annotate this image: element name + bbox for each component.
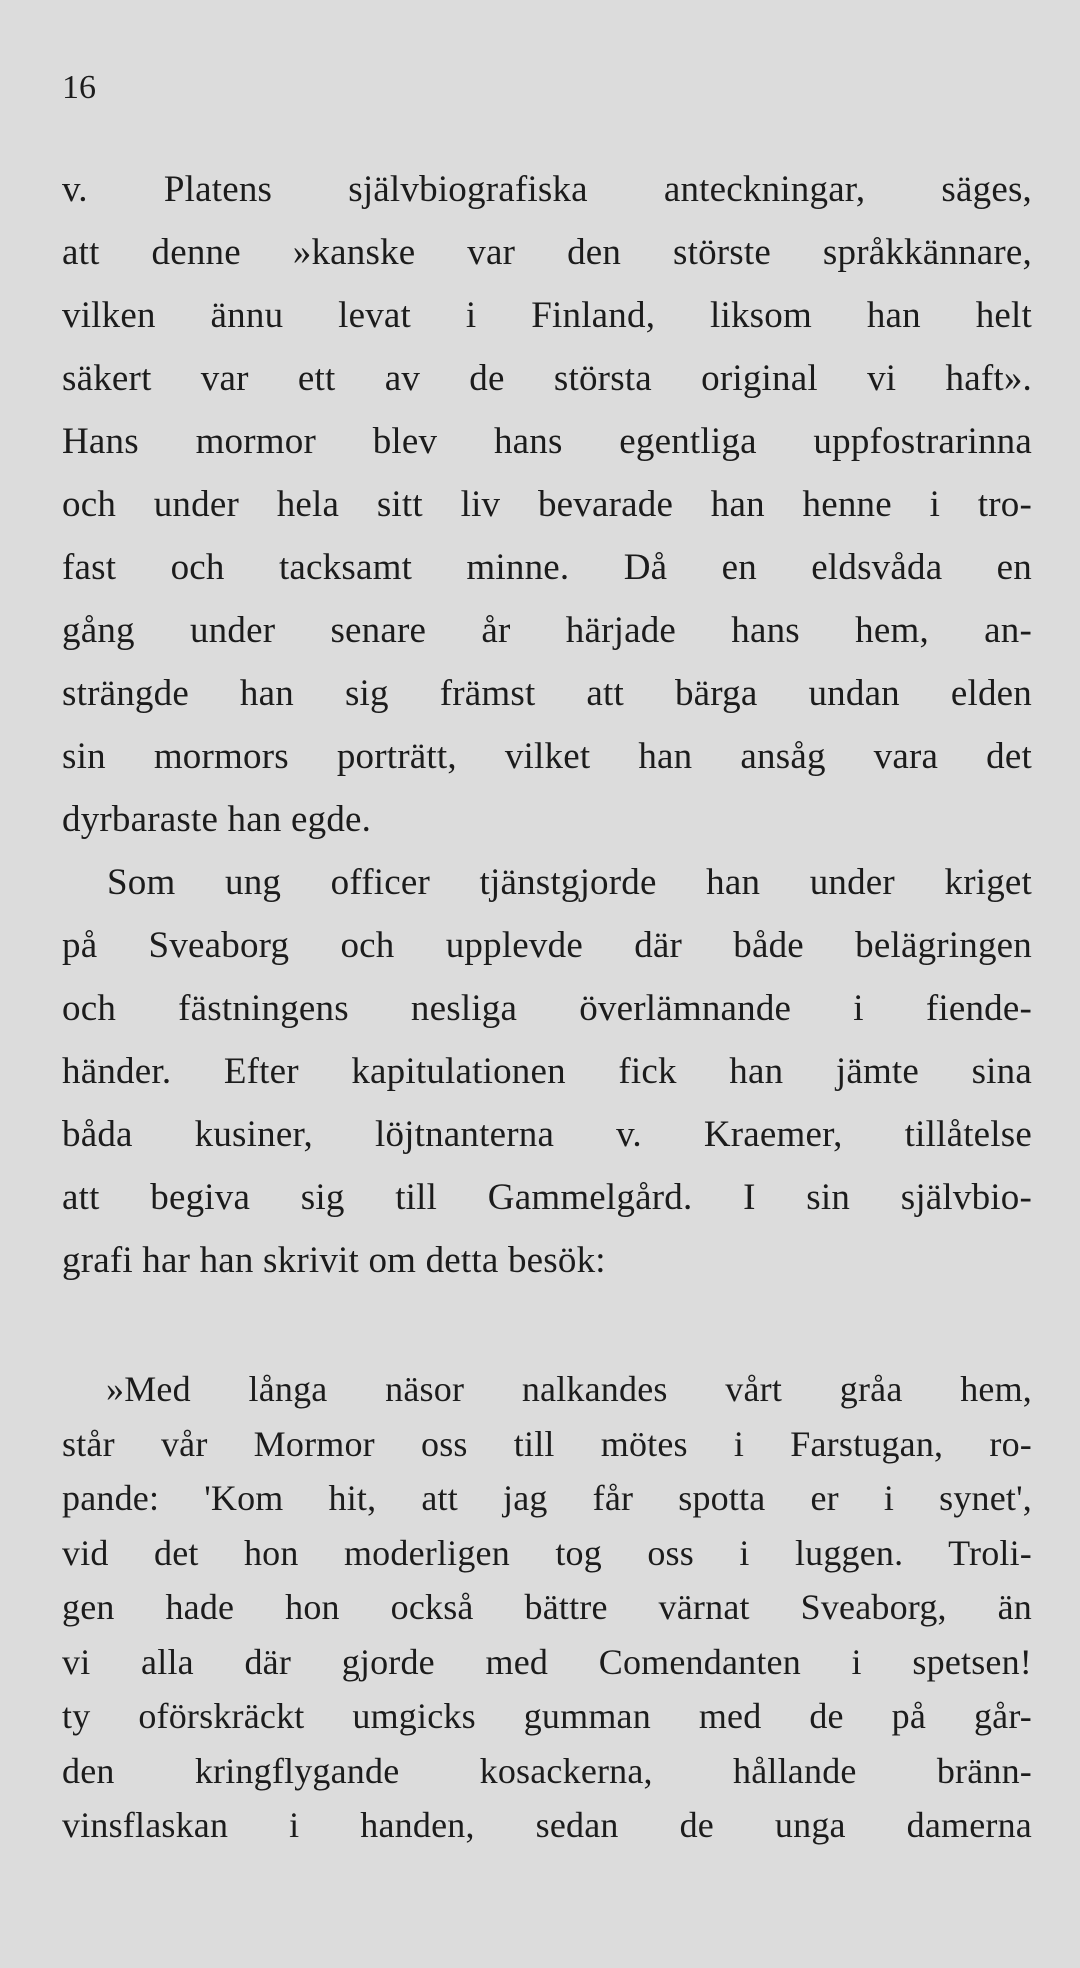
quote-line: står vår Mormor oss till mötes i Farstugan, ro- xyxy=(62,1423,1032,1464)
text-line: strängde han sig främst att bärga undan elden xyxy=(62,673,1032,714)
quote-line: vid det hon moderligen tog oss i luggen. Troli- xyxy=(62,1532,1032,1573)
paragraph-1 xyxy=(62,158,1032,851)
text-line: dyrbaraste han egde. xyxy=(62,799,372,840)
quote-line: pande: 'Kom hit, att jag får spotta er i synet', xyxy=(62,1478,1032,1518)
text-line: sin mormors porträtt, vilket han ansåg vara det xyxy=(62,736,1032,777)
text-line: båda kusiner, löjtnanterna v. Kraemer, tillåtelse xyxy=(62,1114,1032,1155)
text-line: v. Platens självbiografiska anteckningar, säges, xyxy=(62,169,1032,210)
text-line: vilken ännu levat i Finland, liksom han helt xyxy=(62,295,1032,336)
quote-line: vinsflaskan i handen, sedan de unga damerna xyxy=(62,1805,1032,1845)
paragraph-2 xyxy=(62,851,1032,1292)
block-quote xyxy=(62,1362,1032,1853)
text-line: grafi har han skrivit om detta besök: xyxy=(62,1240,606,1281)
quote-line: ty oförskräckt umgicks gumman med de på går- xyxy=(62,1696,1032,1736)
text-line: på Sveaborg och upplevde där både belägringen xyxy=(62,925,1032,966)
quote-line: »Med långa näsor nalkandes vårt gråa hem, xyxy=(106,1369,1032,1409)
text-line: fast och tacksamt minne. Då en eldsvåda en xyxy=(62,547,1032,588)
quote-line: vi alla där gjorde med Comendanten i spetsen! xyxy=(62,1641,1032,1682)
text-line: Hans mormor blev hans egentliga uppfostrarinna xyxy=(62,421,1032,462)
body-text xyxy=(62,158,1032,1292)
text-line: gång under senare år härjade hans hem, an- xyxy=(62,610,1032,651)
text-line: händer. Efter kapitulationen fick han jämte sina xyxy=(62,1051,1032,1092)
text-line: säkert var ett av de största original vi haft». xyxy=(62,358,1032,399)
page-number: 16 xyxy=(62,69,96,106)
text-line: och under hela sitt liv bevarade han henne i tro- xyxy=(62,484,1032,525)
quote-line: gen hade hon också bättre värnat Sveaborg, än xyxy=(62,1587,1032,1627)
text-line: att denne »kanske var den störste språkkännare, xyxy=(62,232,1032,273)
quote-line: den kringflygande kosackerna, hållande bränn- xyxy=(62,1750,1032,1791)
text-line: Som ung officer tjänstgjorde han under kriget xyxy=(107,862,1032,903)
text-line: att begiva sig till Gammelgård. I sin självbio- xyxy=(62,1177,1032,1218)
text-line: och fästningens nesliga överlämnande i fiende- xyxy=(62,988,1032,1029)
